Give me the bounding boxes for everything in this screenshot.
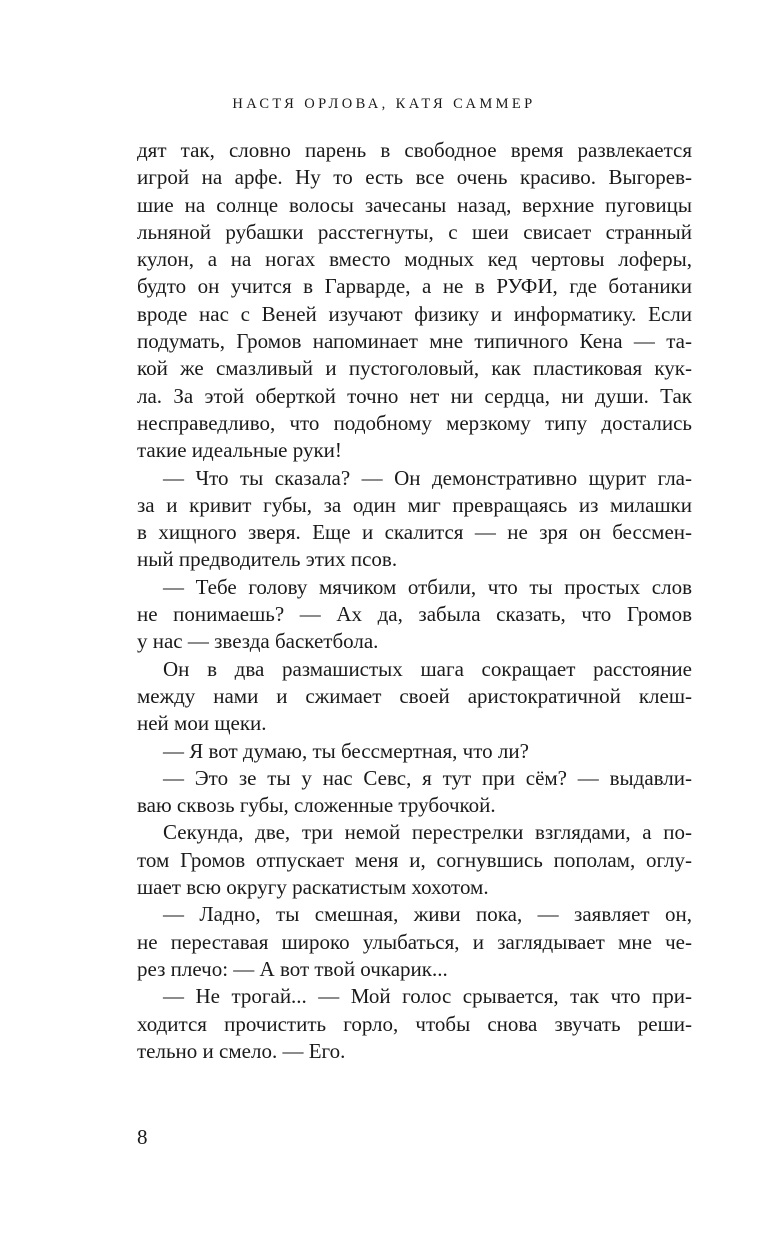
text-line: Секунда, две, три немой перестрелки взглядами, а по- [163,820,692,845]
text-line: — Ладно, ты смешная, живи пока, — заявляет он, [163,902,692,927]
page-number: 8 [137,1125,148,1149]
body-text [137,137,692,1065]
text-line: между нами и сжимает своей аристократичной клеш- [137,683,692,708]
text-line: тельно и смело. — Его. [137,1038,346,1063]
text-line: — Это зе ты у нас Севс, я тут при сём? — выдавли- [163,765,692,790]
text-line: вроде нас с Веней изучают физику и информатику. Если [137,301,692,326]
text-line: подумать, Громов напоминает мне типичного Кена — та- [137,329,692,354]
text-line: ходится прочистить горло, чтобы снова звучать реши- [137,1011,692,1036]
text-line: — Тебе голову мячиком отбили, что ты простых слов [163,574,692,599]
text-line: в хищного зверя. Еще и скалится — не зря он бессмен- [137,520,692,545]
text-line: ваю сквозь губы, сложенные трубочкой. [137,793,496,818]
text-line: — Что ты сказала? — Он демонстративно щурит гла- [163,465,692,490]
text-line: у нас — звезда баскетбола. [137,629,379,654]
text-line: ный предводитель этих псов. [137,547,398,572]
text-line: том Громов отпускает меня и, согнувшись пополам, оглу- [137,847,692,872]
text-line: такие идеальные руки! [137,438,342,463]
text-line: ней мои щеки. [137,711,267,736]
running-head: НАСТЯ ОРЛОВА, КАТЯ САММЕР [232,96,536,112]
text-line: — Я вот думаю, ты бессмертная, что ли? [163,738,529,763]
text-line: не переставая широко улыбаться, и заглядывает мне че- [137,929,692,954]
text-line: кой же смазливый и пустоголовый, как пластиковая кук- [137,356,692,381]
text-line: игрой на арфе. Ну то есть все очень красиво. Выгорев- [137,165,692,190]
text-line: дят так, словно парень в свободное время развлекается [137,138,692,162]
text-line: будто он учится в Гарварде, а не в РУФИ, где ботаники [137,274,692,299]
text-line: льняной рубашки расстегнуты, с шеи свисает странный [137,219,692,244]
text-line: несправедливо, что подобному мерзкому типу достались [137,410,692,435]
text-line: не понимаешь? — Ах да, забыла сказать, что Громов [137,602,692,627]
text-line: — Не трогай... — Мой голос срывается, так что при- [163,984,692,1009]
text-line: кулон, а на ногах вместо модных кед чертовы лоферы, [137,247,692,272]
text-line: рез плечо: — А вот твой очкарик... [137,956,448,981]
text-line: Он в два размашистых шага сокращает расстояние [163,656,692,681]
text-line: за и кривит губы, за один миг превращаясь из милашки [137,492,692,517]
text-line: шие на солнце волосы зачесаны назад, верхние пуговицы [137,192,692,217]
text-line: ла. За этой оберткой точно нет ни сердца, ни души. Так [137,383,692,408]
text-line: шает всю округу раскатистым хохотом. [137,875,489,900]
